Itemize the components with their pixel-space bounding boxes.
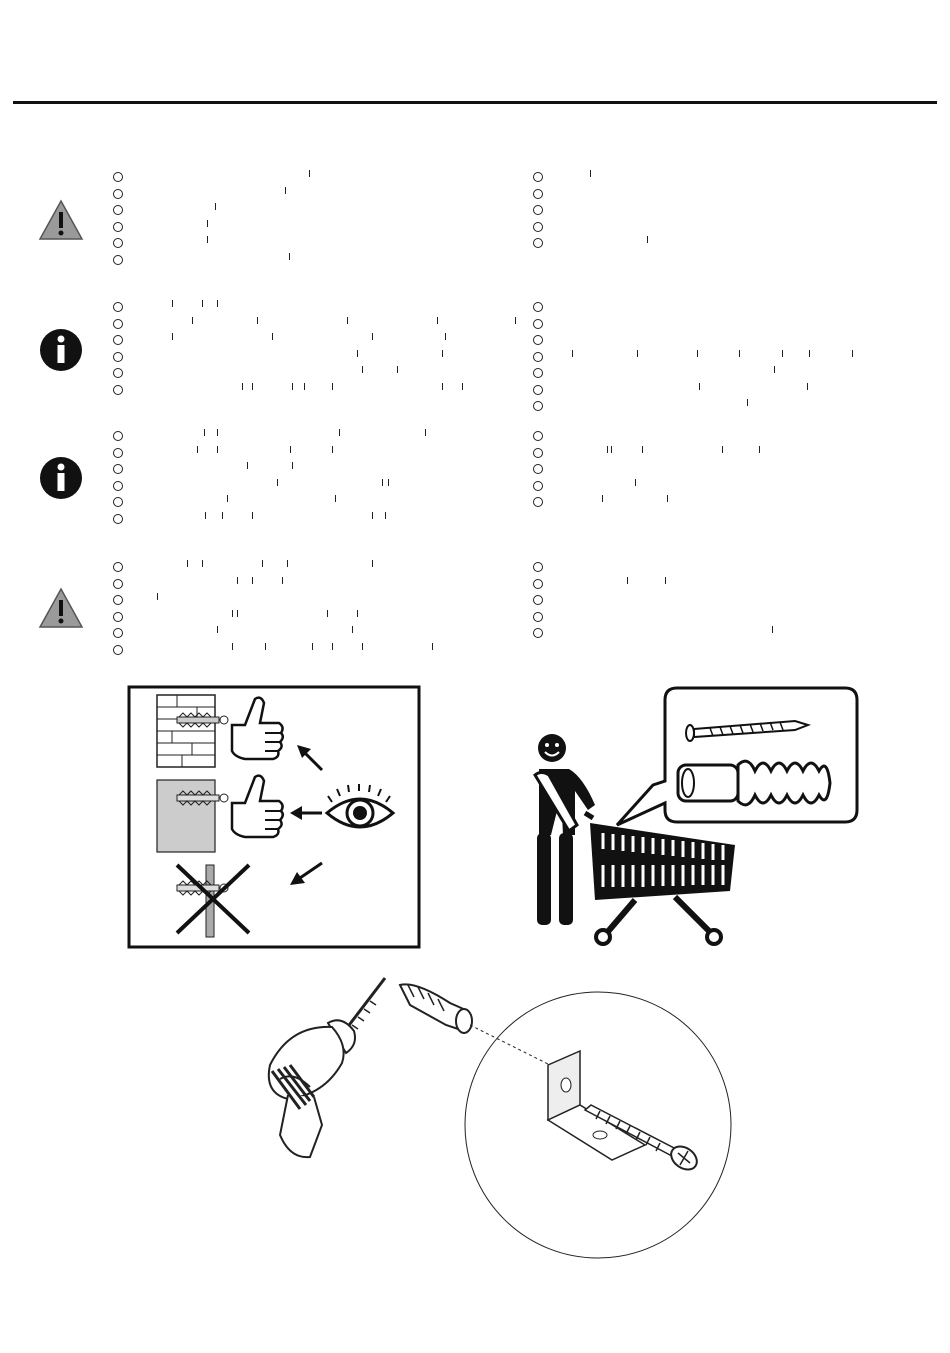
text-mark (372, 560, 373, 567)
text-mark (462, 383, 463, 390)
bullet-circle-icon (113, 172, 123, 182)
bullet-circle-icon (533, 579, 543, 589)
bullet-circle-icon (113, 302, 123, 312)
bullet-circle-icon (113, 595, 123, 605)
text-mark (809, 350, 810, 357)
shopping-cart-icon (585, 813, 735, 944)
text-mark (602, 495, 603, 502)
bullet-circle-icon (533, 401, 543, 411)
bullet-circle-icon (533, 302, 543, 312)
bullet-circle-icon (113, 562, 123, 572)
text-mark (572, 350, 573, 357)
header-rule (13, 101, 937, 104)
text-mark (357, 350, 358, 357)
warning-section-1 (0, 170, 950, 270)
text-mark (290, 446, 291, 453)
wall-plug-icon (678, 761, 830, 805)
bullet-circle-icon (113, 205, 123, 215)
text-mark (232, 643, 233, 650)
text-mark (782, 350, 783, 357)
text-mark (772, 626, 773, 633)
text-mark (372, 333, 373, 340)
bullet-circle-icon (113, 238, 123, 248)
drill-icon (269, 978, 385, 1157)
bullet-circle-icon (533, 172, 543, 182)
bullet-circle-icon (113, 628, 123, 638)
text-mark (232, 610, 233, 617)
warning-triangle-icon (38, 586, 84, 632)
text-mark (202, 560, 203, 567)
text-mark (252, 577, 253, 584)
bullet-circle-icon (113, 352, 123, 362)
bullet-circle-icon (113, 189, 123, 199)
text-mark (257, 317, 258, 324)
text-mark (852, 350, 853, 357)
text-mark (207, 220, 208, 227)
warning-section-2 (0, 560, 950, 660)
text-mark (292, 383, 293, 390)
bullet-circle-icon (113, 431, 123, 441)
text-mark (665, 577, 666, 584)
text-mark (192, 317, 193, 324)
bullet-circle-icon (533, 352, 543, 362)
text-mark (157, 593, 158, 600)
text-mark (272, 333, 273, 340)
bullet-circle-icon (533, 222, 543, 232)
text-mark (247, 462, 248, 469)
bullet-circle-icon (113, 464, 123, 474)
text-mark (215, 203, 216, 210)
text-mark (759, 446, 760, 453)
bullet-circle-icon (533, 562, 543, 572)
bullet-circle-icon (533, 628, 543, 638)
text-mark (172, 333, 173, 340)
text-mark (774, 366, 775, 373)
bullet-circle-icon (113, 222, 123, 232)
bullet-circle-icon (533, 481, 543, 491)
text-mark (335, 495, 336, 502)
text-mark (205, 512, 206, 519)
text-mark (432, 643, 433, 650)
text-mark (217, 429, 218, 436)
text-mark (204, 429, 205, 436)
text-mark (611, 446, 612, 453)
text-mark (357, 610, 358, 617)
text-mark (647, 236, 648, 243)
wall-plug-icon (400, 984, 472, 1033)
bullet-circle-icon (113, 255, 123, 265)
bullet-circle-icon (113, 612, 123, 622)
text-mark (332, 643, 333, 650)
person-icon (535, 734, 595, 925)
text-mark (445, 333, 446, 340)
text-mark (217, 626, 218, 633)
text-mark (397, 366, 398, 373)
text-mark (807, 383, 808, 390)
info-section-1 (0, 300, 950, 400)
text-mark (217, 300, 218, 307)
text-mark (642, 446, 643, 453)
text-mark (332, 383, 333, 390)
text-mark (287, 560, 288, 567)
text-mark (388, 479, 389, 486)
text-mark (339, 429, 340, 436)
text-mark (187, 560, 188, 567)
text-mark (362, 366, 363, 373)
bullet-circle-icon (533, 431, 543, 441)
text-mark (635, 479, 636, 486)
text-mark (382, 479, 383, 486)
text-mark (627, 577, 628, 584)
text-mark (237, 610, 238, 617)
bullet-circle-icon (113, 481, 123, 491)
bullet-circle-icon (113, 645, 123, 655)
text-mark (289, 253, 290, 260)
text-mark (332, 446, 333, 453)
text-mark (309, 170, 310, 177)
text-mark (282, 577, 283, 584)
bullet-circle-icon (533, 319, 543, 329)
wall-type-illustration (127, 685, 422, 950)
text-mark (442, 383, 443, 390)
text-mark (197, 446, 198, 453)
text-mark (252, 512, 253, 519)
text-mark (362, 643, 363, 650)
text-mark (667, 495, 668, 502)
bullet-circle-icon (533, 205, 543, 215)
text-mark (425, 429, 426, 436)
bullet-circle-icon (533, 612, 543, 622)
text-mark (347, 317, 348, 324)
text-mark (304, 383, 305, 390)
text-mark (252, 383, 253, 390)
info-circle-icon (38, 327, 84, 373)
bullet-circle-icon (113, 448, 123, 458)
text-mark (265, 643, 266, 650)
text-mark (722, 446, 723, 453)
text-mark (222, 512, 223, 519)
info-section-2 (0, 429, 950, 529)
text-mark (637, 350, 638, 357)
bullet-circle-icon (533, 189, 543, 199)
text-mark (515, 317, 516, 324)
text-mark (747, 399, 748, 406)
text-mark (372, 512, 373, 519)
bullet-circle-icon (113, 514, 123, 524)
warning-triangle-icon (38, 198, 84, 244)
bullet-circle-icon (533, 368, 543, 378)
bullet-circle-icon (533, 595, 543, 605)
text-mark (285, 187, 286, 194)
text-mark (217, 446, 218, 453)
bullet-circle-icon (533, 335, 543, 345)
drill-assembly-illustration (250, 975, 740, 1260)
bullet-circle-icon (113, 497, 123, 507)
text-mark (442, 350, 443, 357)
bullet-circle-icon (533, 238, 543, 248)
text-mark (437, 317, 438, 324)
text-mark (327, 610, 328, 617)
text-mark (739, 350, 740, 357)
text-mark (242, 383, 243, 390)
bullet-circle-icon (113, 335, 123, 345)
text-mark (385, 512, 386, 519)
text-mark (590, 170, 591, 177)
text-mark (207, 236, 208, 243)
text-mark (202, 300, 203, 307)
bullet-circle-icon (533, 497, 543, 507)
text-mark (697, 350, 698, 357)
bullet-circle-icon (533, 385, 543, 395)
bullet-circle-icon (533, 448, 543, 458)
text-mark (607, 446, 608, 453)
info-circle-icon (38, 455, 84, 501)
bullet-circle-icon (533, 464, 543, 474)
bullet-circle-icon (113, 319, 123, 329)
bullet-circle-icon (113, 385, 123, 395)
text-mark (237, 577, 238, 584)
text-mark (227, 495, 228, 502)
bullet-circle-icon (113, 579, 123, 589)
text-mark (262, 560, 263, 567)
bullet-circle-icon (113, 368, 123, 378)
text-mark (172, 300, 173, 307)
text-mark (312, 643, 313, 650)
shopping-cart-illustration (525, 685, 860, 950)
text-mark (277, 479, 278, 486)
text-mark (292, 462, 293, 469)
text-mark (352, 626, 353, 633)
text-mark (699, 383, 700, 390)
